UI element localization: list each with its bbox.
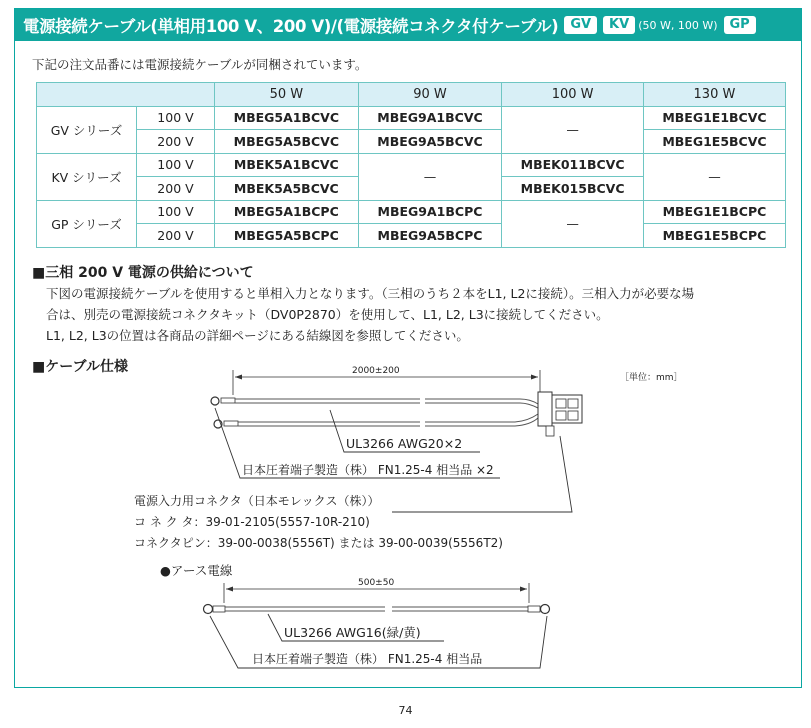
part-number: MBEG9A5BCPC [358,224,502,248]
part-number: MBEG5A5BCVC [215,130,359,154]
col-header-130w: 130 W [643,83,785,107]
part-number: MBEK5A5BCVC [215,177,359,201]
not-available-cell: — [502,200,644,247]
three-phase-line-1: 下図の電源接続ケーブルを使用すると単相入力となります。（三相のうち２本をL1, L2に接続）。三相入力が必要な場 [46,286,695,301]
three-phase-heading: ■三相 200 V 電源の供給について [32,265,254,281]
intro-text: 下記の注文品番には電源接続ケーブルが同梱されています。 [32,57,368,72]
part-number: MBEG9A1BCVC [358,106,502,130]
series-label-gv: GV シリーズ [37,106,137,153]
badge-kv: KV [603,16,635,34]
not-available-cell: — [502,106,644,153]
voltage-cell: 200 V [137,224,215,248]
terminal-spec-label: 日本圧着端子製造（株） FN1.25-4 相当品 ×2 [242,463,494,477]
badge-kv-note: (50 W, 100 W) [638,18,718,32]
col-header-90w: 90 W [358,83,502,107]
cable-spec-heading: ■ケーブル仕様 [32,359,128,375]
connector-title: 電源入力用コネクタ（日本モレックス（株）） [134,494,380,508]
part-number: MBEG1E1BCVC [643,106,785,130]
connector-icon [538,392,582,436]
earth-wire-spec-label: UL3266 AWG16(緑/黄) [284,625,421,640]
col-header-50w: 50 W [215,83,359,107]
part-number: MBEK015BCVC [502,177,644,201]
part-number: MBEG9A5BCVC [358,130,502,154]
earth-wire-heading: ●アース電線 [160,563,233,578]
voltage-cell: 100 V [137,153,215,177]
page-title: 電源接続ケーブル(単相用100 V、200 V)/(電源接続コネクタ付ケーブル) [23,17,559,36]
voltage-cell: 100 V [137,106,215,130]
wire-spec-label: UL3266 AWG20×2 [346,436,463,451]
part-number: MBEG1E5BCPC [643,224,785,248]
three-phase-line-3: L1, L2, L3の位置は各商品の詳細ページにある結線図を参照してください。 [46,328,469,343]
series-label-kv: KV シリーズ [37,153,137,200]
col-header-100w: 100 W [502,83,644,107]
badge-gv: GV [564,16,597,34]
part-number: MBEG1E1BCPC [643,200,785,224]
part-number: MBEG5A1BCPC [215,200,359,224]
badge-gp: GP [724,16,756,34]
part-number: MBEK5A1BCVC [215,153,359,177]
voltage-cell: 200 V [137,130,215,154]
part-number: MBEG5A5BCPC [215,224,359,248]
earth-wire-icon [204,605,550,614]
earth-length-label: 500±50 [358,578,395,588]
part-number: MBEK011BCVC [502,153,644,177]
voltage-cell: 100 V [137,200,215,224]
unit-label: ［単位：mm］ [620,373,683,383]
power-cable-icon [211,397,538,428]
not-available-cell: — [643,153,785,200]
voltage-cell: 200 V [137,177,215,201]
page-number: 74 [398,704,413,717]
earth-terminal-label: 日本圧着端子製造（株） FN1.25-4 相当品 [252,652,483,666]
not-available-cell: — [358,153,502,200]
series-label-gp: GP シリーズ [37,200,137,247]
part-number: MBEG5A1BCVC [215,106,359,130]
pin-part-line: コネクタピン：39-00-0038(5556T) または 39-00-0039(5556T2) [134,536,503,550]
three-phase-line-2: 合は、別売の電源接続コネクタキット（DV0P2870）を使用して、L1, L2, L3に接続してください。 [46,307,609,322]
cable-length-label: 2000±200 [352,366,400,376]
part-number: MBEG1E5BCVC [643,130,785,154]
part-number: MBEG9A1BCPC [358,200,502,224]
connector-part-line: コ ネ ク タ：39-01-2105(5557-10R-210) [134,515,370,529]
